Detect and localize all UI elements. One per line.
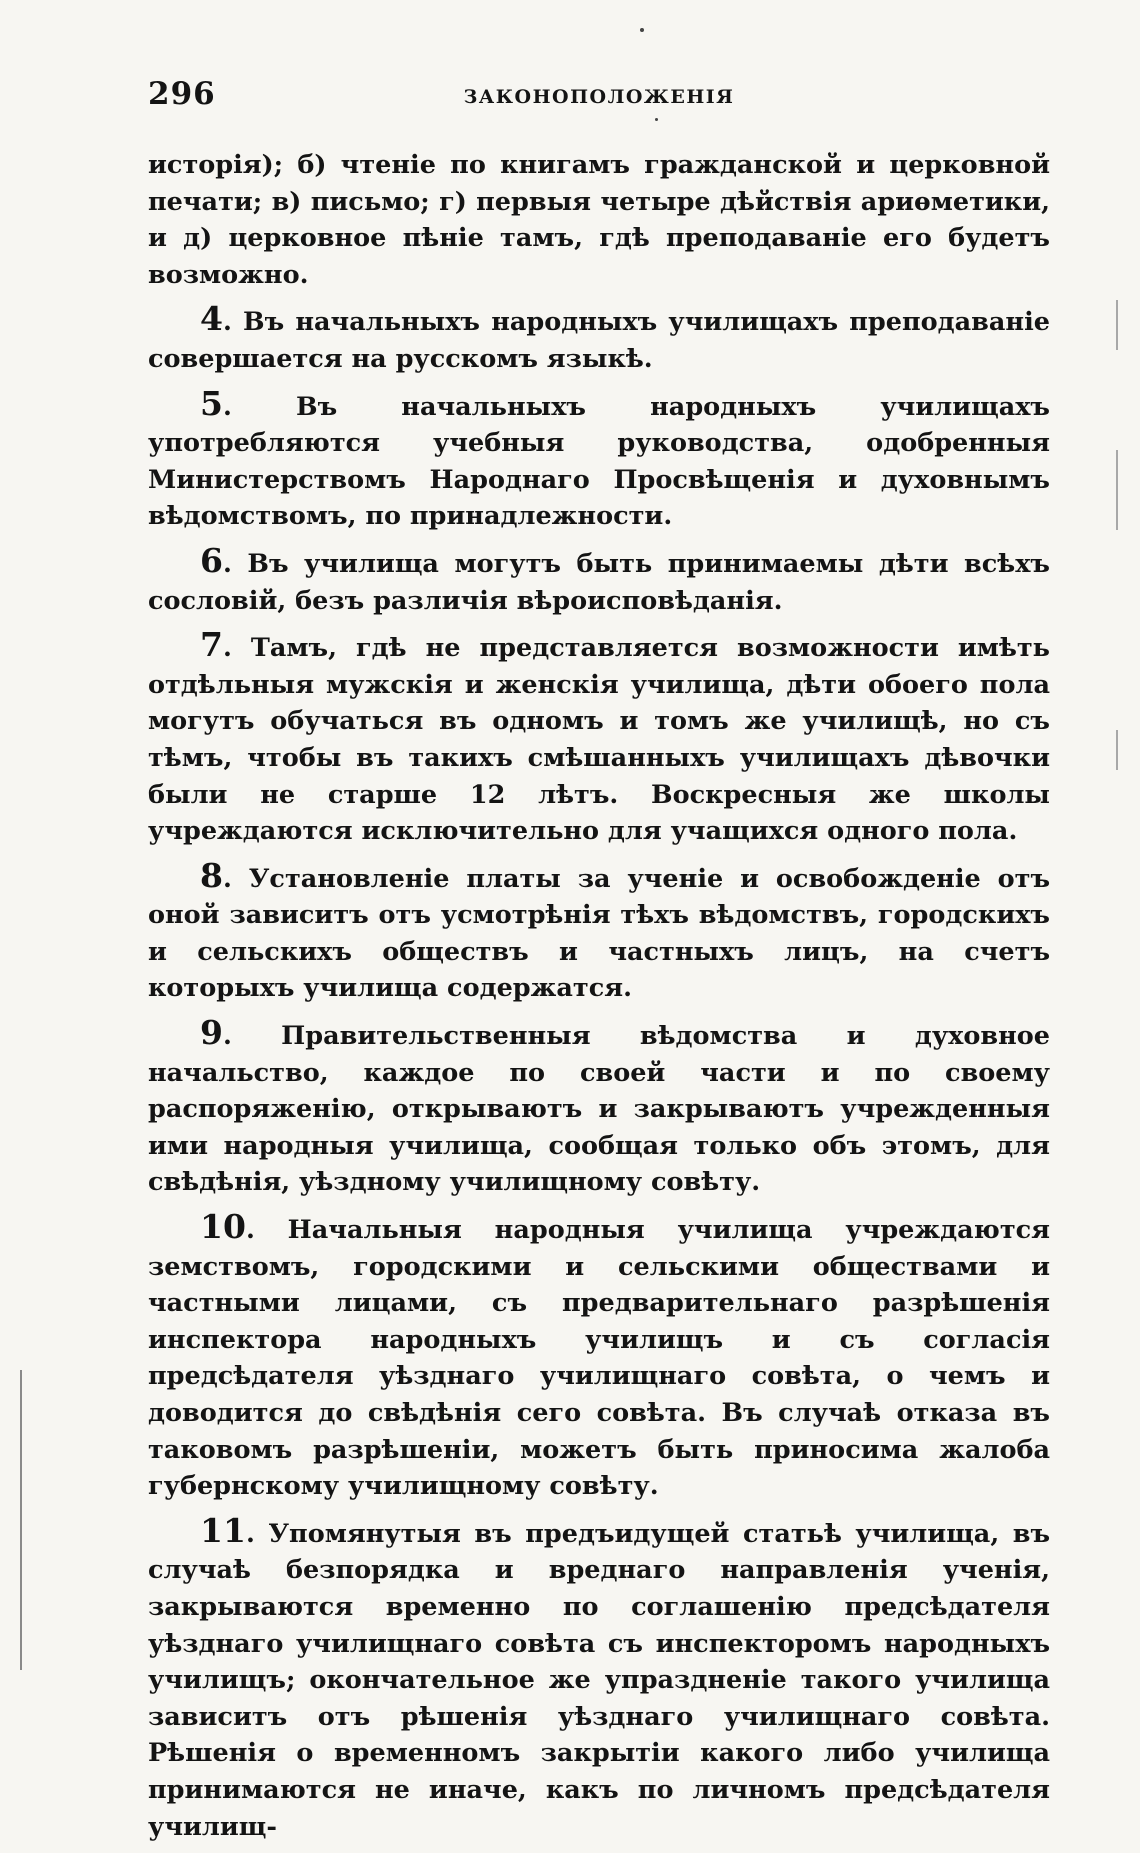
article-10 xyxy=(148,1209,1050,1505)
paragraph-text: . Упомянутыя въ предъидущей статьѣ училища, въ случаѣ безпорядка и вреднаго направленія ученія, закрываются временно по соглашенію предсѣдателя уѣзднаго училищнаго совѣта съ инспекторомъ народныхъ училищъ; окончательное же упраздненіе такого училища зависитъ отъ рѣшенія уѣзднаго училищнаго совѣта. Рѣшенія о временномъ закрытіи какого либо училища принимаются не иначе, какъ по личномъ предсѣдателя училищ- xyxy=(148,1518,1050,1842)
page-edge-line xyxy=(20,1370,22,1670)
page-number: 296 xyxy=(148,76,216,112)
article-11 xyxy=(148,1510,1050,1845)
article-9 xyxy=(148,1015,1050,1201)
article-4 xyxy=(148,301,1050,377)
article-number: 5 xyxy=(200,383,223,423)
paragraph-text: . Тамъ, гдѣ не представляется возможности имѣть отдѣльныя мужскія и женскія училища, дѣти обоего пола могутъ обучаться въ одномъ и томъ же училищѣ, но съ тѣмъ, чтобы въ такихъ смѣшанныхъ училищахъ дѣвочки были не старше 12 лѣтъ. Воскресныя же школы учреждаются исключительно для учащихся одного пола. xyxy=(148,633,1050,847)
paragraph-text: . Въ начальныхъ народныхъ училищахъ преподаваніе совершается на русскомъ языкѣ. xyxy=(148,307,1050,374)
article-number: 10 xyxy=(200,1207,246,1247)
article-5 xyxy=(148,383,1050,535)
article-6 xyxy=(148,540,1050,619)
article-8 xyxy=(148,855,1050,1007)
paragraph-text: исторія); б) чтеніе по книгамъ гражданской и церковной печати; в) письмо; г) первыя четыре дѣйствія ариѳметики, и д) церковное пѣніе тамъ, гдѣ преподаваніе его будетъ возможно. xyxy=(148,150,1050,290)
article-number: 9 xyxy=(200,1013,223,1053)
article-number: 6 xyxy=(200,540,223,580)
paragraph-text: . Начальныя народныя училища учреждаются земствомъ, городскими и сельскими обществами и частными лицами, съ предварительнаго разрѣшенія инспектора народныхъ училищъ и съ согласія предсѣдателя уѣзднаго училищнаго совѣта, о чемъ и доводится до свѣдѣнія сего совѣта. Въ случаѣ отказа въ таковомъ разрѣшеніи, можетъ быть приносима жалоба губернскому училищному совѣту. xyxy=(148,1215,1050,1502)
paragraph-text: . Правительственныя вѣдомства и духовное начальство, каждое по своей части и по своему распоряженію, открываютъ и закрываютъ учрежденныя ими народныя училища, сообщая только объ этомъ, для свѣдѣнія, уѣздному училищному совѣту. xyxy=(148,1021,1050,1198)
scan-speck xyxy=(640,28,644,32)
running-title: ЗАКОНОПОЛОЖЕНІЯ xyxy=(463,86,735,108)
paragraph-continuation xyxy=(148,147,1050,293)
article-number: 8 xyxy=(200,855,223,895)
paragraph-text: . Въ училища могутъ быть принимаемы дѣти всѣхъ сословій, безъ различія вѣроисповѣданія. xyxy=(148,548,1050,616)
paragraph-text: . Въ начальныхъ народныхъ училищахъ употребляются учебныя руководства, одобренныя Министерствомъ Народнаго Просвѣщенія и духовнымъ вѣдомствомъ, по принадлежности. xyxy=(148,391,1050,532)
article-number: 4 xyxy=(200,299,223,339)
article-number: 7 xyxy=(200,625,223,665)
page-body xyxy=(148,147,1050,1853)
article-7 xyxy=(148,627,1050,850)
article-number: 11 xyxy=(200,1510,246,1550)
paragraph-text: . Установленіе платы за ученіе и освобожденіе отъ оной зависитъ отъ усмотрѣнія тѣхъ вѣдомствъ, городскихъ и сельскихъ обществъ и частныхъ лицъ, на счетъ которыхъ училища содержатся. xyxy=(148,863,1050,1004)
page-header xyxy=(148,76,1050,126)
